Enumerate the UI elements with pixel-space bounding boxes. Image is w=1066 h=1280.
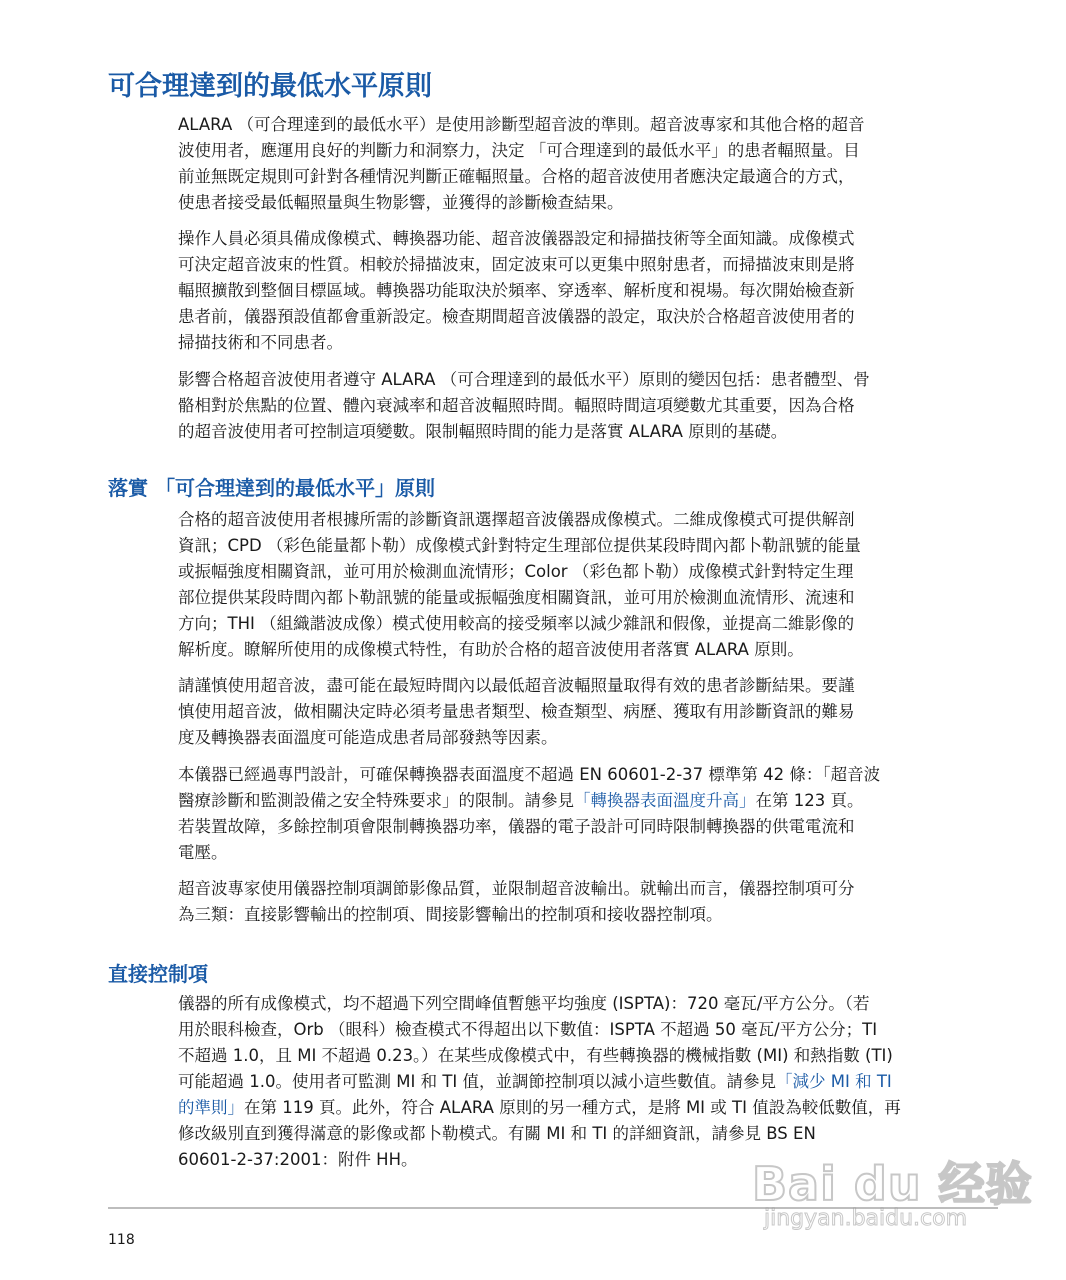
watermark-logo-text: Bai du 经验 — [752, 1157, 1033, 1211]
section-heading-direct-controls: 直接控制項 — [108, 962, 208, 986]
paragraph-control-categories — [178, 876, 998, 928]
text-line: 患者前，儀器預設值都會重新設定。檢查期間超音波儀器的設定，取決於合格超音波使用者的 — [178, 307, 855, 326]
text-line — [178, 788, 998, 814]
text-line: 不超過 1.0，且 MI 不超過 0.23。）在某些成像模式中，有些轉換器的機械指數 (MI) 和熱指數 (TI) — [178, 1046, 893, 1065]
text-line — [178, 1069, 998, 1095]
watermark-url: jingyan.baidu.com — [764, 1206, 968, 1231]
text-line: 或振幅強度相關資訊，並可用於檢測血流情形；Color （彩色都卜勒）成像模式針對特定生理 — [178, 562, 854, 581]
text-line: 電壓。 — [178, 843, 228, 862]
text-line: 影響合格超音波使用者遵守 ALARA （可合理達到的最低水平）原則的變因包括：患者體型、骨 — [178, 370, 870, 389]
page-title: 可合理達到的最低水平原則 — [108, 71, 432, 102]
text-segment: 醫療診斷和監測設備之安全特殊要求」的限制。請參見 — [178, 791, 574, 810]
link-reduce-mi-ti[interactable]: 「減少 MI 和 TI — [776, 1072, 892, 1091]
text-line: 掃描技術和不同患者。 — [178, 333, 343, 352]
text-line: 解析度。瞭解所使用的成像模式特性，有助於合格的超音波使用者落實 ALARA 原則。 — [178, 640, 804, 659]
text-line: 骼相對於焦點的位置、體內衰減率和超音波輻照時間。輻照時間這項變數尤其重要，因為合格 — [178, 396, 855, 415]
link-reduce-mi-ti-cont[interactable]: 的準則」 — [178, 1098, 244, 1117]
footer-divider — [108, 1207, 998, 1209]
text-line: 輻照擴散到整個目標區域。轉換器功能取決於頻率、穿透率、解析度和視場。每次開始檢查新 — [178, 281, 855, 300]
text-line — [178, 1095, 998, 1121]
text-line: 合格的超音波使用者根據所需的診斷資訊選擇超音波儀器成像模式。二維成像模式可提供解剖 — [178, 510, 855, 529]
text-segment: 可能超過 1.0。使用者可監測 MI 和 TI 值，並調節控制項以減小這些數值。請參見 — [178, 1072, 777, 1091]
text-line: 的超音波使用者可控制這項變數。限制輻照時間的能力是落實 ALARA 原則的基礎。 — [178, 422, 788, 441]
text-line: 為三類：直接影響輸出的控制項、間接影響輸出的控制項和接收器控制項。 — [178, 905, 723, 924]
text-line: 度及轉換器表面溫度可能造成患者局部發熱等因素。 — [178, 728, 558, 747]
text-line: 慎使用超音波，做相關決定時必須考量患者類型、檢查類型、病歷、獲取有用診斷資訊的難易 — [178, 702, 855, 721]
text-line: 使患者接受最低輻照量與生物影響，並獲得的診斷檢查結果。 — [178, 193, 624, 212]
text-line: 用於眼科檢查，Orb （眼科）檢查模式不得超出以下數值：ISPTA 不超過 50 毫瓦/平方公分；TI — [178, 1020, 878, 1039]
paragraph-alara-factors — [178, 367, 998, 445]
paragraph-imaging-modes — [178, 507, 998, 663]
text-line: 請謹慎使用超音波，盡可能在最短時間內以最低超音波輻照量取得有效的患者診斷結果。要謹 — [178, 676, 855, 695]
text-line: 超音波專家使用儀器控制項調節影像品質，並限制超音波輸出。就輸出而言，儀器控制項可分 — [178, 879, 855, 898]
text-line: 前並無既定規則可針對各種情況判斷正確輻照量。合格的超音波使用者應決定最適合的方式， — [178, 167, 855, 186]
text-line: ALARA （可合理達到的最低水平）是使用診斷型超音波的準則。超音波專家和其他合格的超音 — [178, 115, 865, 134]
text-line: 可決定超音波束的性質。相較於掃描波束，固定波束可以更集中照射患者，而掃描波束則是將 — [178, 255, 855, 274]
text-line: 部位提供某段時間內都卜勒訊號的能量或振幅強度相關資訊，並可用於檢測血流情形、流速和 — [178, 588, 855, 607]
paragraph-direct-controls — [178, 991, 998, 1173]
text-line: 若裝置故障，多餘控制項會限制轉換器功率，儀器的電子設計可同時限制轉換器的供電電流和 — [178, 817, 855, 836]
text-segment: 在第 123 頁。 — [755, 791, 864, 810]
paragraph-surface-temperature — [178, 762, 998, 866]
section-heading-implement-alara: 落實 「可合理達到的最低水平」原則 — [108, 476, 435, 500]
text-line: 資訊；CPD （彩色能量都卜勒）成像模式針對特定生理部位提供某段時間內都卜勒訊號的能量 — [178, 536, 861, 555]
paragraph-careful-use — [178, 673, 998, 751]
text-line: 60601-2-37:2001：附件 HH。 — [178, 1150, 418, 1169]
text-segment: 在第 119 頁。此外，符合 ALARA 原則的另一種方式，是將 MI 或 TI 值設為較低數值，再 — [244, 1098, 901, 1117]
text-line: 本儀器已經過專門設計，可確保轉換器表面溫度不超過 EN 60601-2-37 標準第 42 條：「超音波 — [178, 765, 881, 784]
paragraph-alara-intro — [178, 112, 998, 216]
text-line: 儀器的所有成像模式，均不超過下列空間峰值暫態平均強度 (ISPTA)：720 毫瓦/平方公分。（若 — [178, 994, 870, 1013]
text-line: 波使用者，應運用良好的判斷力和洞察力，決定 「可合理達到的最低水平」的患者輻照量。目 — [178, 141, 860, 160]
text-line: 方向；THI （組織諧波成像）模式使用較高的接受頻率以減少雜訊和假像，並提高二維影像的 — [178, 614, 855, 633]
page-number: 118 — [108, 1232, 135, 1248]
text-line: 操作人員必須具備成像模式、轉換器功能、超音波儀器設定和掃描技術等全面知識。成像模式 — [178, 229, 855, 248]
paragraph-operator-knowledge — [178, 226, 998, 356]
link-surface-temperature-rise[interactable]: 「轉換器表面溫度升高」 — [574, 791, 756, 810]
text-line: 修改級別直到獲得滿意的影像或都卜勒模式。有關 MI 和 TI 的詳細資訊，請參見 BS EN — [178, 1124, 816, 1143]
